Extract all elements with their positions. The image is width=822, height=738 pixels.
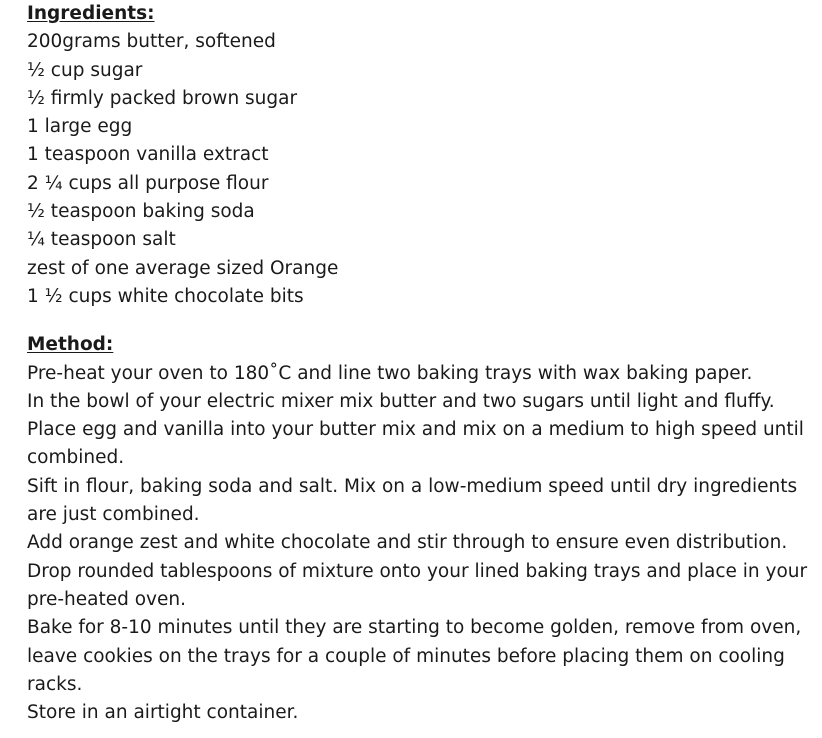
ingredient-item: ½ firmly packed brown sugar: [27, 87, 298, 109]
method-step: Add orange zest and white chocolate and stir through to ensure even distribution.: [27, 532, 788, 554]
ingredient-item: 1 ½ cups white chocolate bits: [27, 285, 304, 307]
method-step: Place egg and vanilla into your butter mix and mix on a medium to high speed until combined.: [27, 419, 804, 469]
method-heading: Method:: [27, 334, 114, 356]
method-step: In the bowl of your electric mixer mix butter and two sugars until light and fluffy.: [27, 390, 775, 412]
ingredient-item: 1 large egg: [27, 116, 133, 138]
ingredient-item: ¼ teaspoon salt: [27, 229, 176, 251]
ingredient-item: 1 teaspoon vanilla extract: [27, 144, 269, 166]
ingredient-item: 200grams butter, softened: [27, 31, 276, 53]
ingredients-section: [27, 0, 812, 311]
ingredient-item: zest of one average sized Orange: [27, 257, 339, 279]
ingredient-item: ½ cup sugar: [27, 59, 143, 81]
method-step: Pre-heat your oven to 180˚C and line two baking trays with wax baking paper.: [27, 362, 753, 384]
method-step: Drop rounded tablespoons of mixture onto your lined baking trays and place in your pre-heated oven.: [27, 560, 808, 610]
ingredient-item: ½ teaspoon baking soda: [27, 201, 255, 223]
recipe-document: [27, 0, 812, 727]
method-section: [27, 331, 812, 727]
method-step: Bake for 8-10 minutes until they are starting to become golden, remove from oven, leave cookies on the trays for a couple of minutes before placing them on cooling racks.: [27, 617, 802, 695]
method-step: Store in an airtight container.: [27, 702, 299, 724]
ingredients-heading: Ingredients:: [27, 3, 155, 24]
method-step: Sift in flour, baking soda and salt. Mix on a low-medium speed until dry ingredients are just combined.: [27, 475, 798, 526]
ingredient-item: 2 ¼ cups all purpose flour: [27, 172, 269, 194]
